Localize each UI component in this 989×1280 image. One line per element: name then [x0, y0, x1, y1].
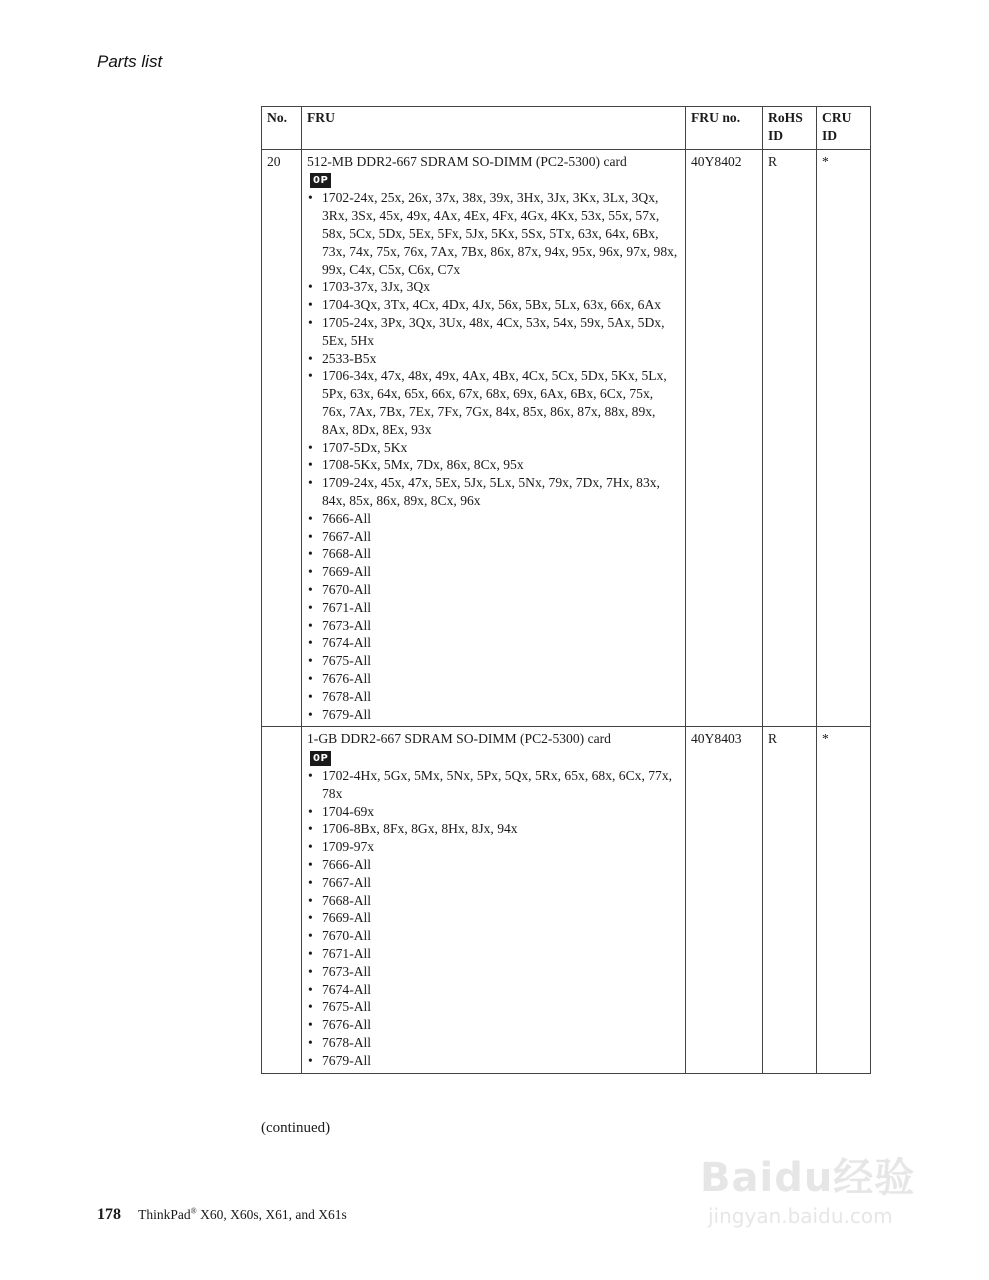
footer-models: X60, X60s, X61, and X61s	[200, 1207, 347, 1222]
cell-no	[262, 727, 302, 1073]
list-item: • 1708-5Kx, 5Mx, 7Dx, 86x, 8Cx, 95x	[307, 456, 680, 474]
baidu-watermark-logo	[700, 1130, 940, 1240]
cell-fru	[302, 727, 686, 1073]
list-item: • 7674-All	[307, 634, 680, 652]
header-fru-no: FRU no.	[686, 107, 763, 150]
list-item: • 7670-All	[307, 581, 680, 599]
list-item: • 7673-All	[307, 617, 680, 635]
list-item: • 1703-37x, 3Jx, 3Qx	[307, 278, 680, 296]
table-row	[262, 727, 871, 1073]
list-item: • 2533-B5x	[307, 350, 680, 368]
continued-note: (continued)	[261, 1120, 331, 1136]
footer-product: ThinkPad	[138, 1207, 191, 1222]
cell-fru-no: 40Y8403	[686, 727, 763, 1073]
cell-rohs: R	[763, 727, 817, 1073]
list-item: • 7668-All	[307, 545, 680, 563]
parts-table	[261, 106, 871, 1074]
fru-description: 1-GB DDR2-667 SDRAM SO-DIMM (PC2-5300) card	[307, 731, 611, 747]
list-item: • 7666-All	[307, 856, 680, 874]
list-item: • 1709-97x	[307, 838, 680, 856]
list-item: • 7676-All	[307, 670, 680, 688]
cell-fru	[302, 149, 686, 727]
list-item: • 7674-All	[307, 981, 680, 999]
list-item: • 7668-All	[307, 892, 680, 910]
list-item: • 7679-All	[307, 706, 680, 724]
cell-rohs: R	[763, 149, 817, 727]
list-item: • 7670-All	[307, 927, 680, 945]
watermark-text: Baidu经验	[700, 1155, 916, 1201]
list-item: • 7667-All	[307, 528, 680, 546]
header-cru-id: CRU ID	[817, 107, 871, 150]
list-item: • 1705-24x, 3Px, 3Qx, 3Ux, 48x, 4Cx, 53x, 54x, 59x, 5Ax, 5Dx, 5Ex, 5Hx	[307, 314, 680, 350]
cell-cru: *	[817, 727, 871, 1073]
watermark-url: jingyan.baidu.com	[708, 1204, 893, 1228]
list-item: • 1702-24x, 25x, 26x, 37x, 38x, 39x, 3Hx, 3Jx, 3Kx, 3Lx, 3Qx, 3Rx, 3Sx, 45x, 49x, 4Ax, 4Ex, 4Fx, 4Gx, 4Kx, 53x, 55x, 57x, 58x, 5Cx, 5Dx, 5Ex, 5Fx, 5Jx, 5Kx, 5Sx, 5Tx, 63x, 64x, 6Bx, 73x, 74x, 75x, 76x, 7Ax, 7Bx, 86x, 87x, 94x, 95x, 96x, 97x, 98x, 99x, C4x, C5x, C6x, C7x	[307, 189, 680, 278]
cell-fru-no: 40Y8402	[686, 149, 763, 727]
table-header-row	[262, 107, 871, 150]
list-item: • 1704-69x	[307, 803, 680, 821]
fru-description: 512-MB DDR2-667 SDRAM SO-DIMM (PC2-5300) card	[307, 153, 627, 169]
list-item: • 1706-34x, 47x, 48x, 49x, 4Ax, 4Bx, 4Cx, 5Cx, 5Dx, 5Kx, 5Lx, 5Px, 63x, 64x, 65x, 66x, 67x, 68x, 69x, 6Ax, 6Bx, 6Cx, 75x, 76x, 7Ax, 7Bx, 7Ex, 7Fx, 7Gx, 84x, 85x, 86x, 87x, 88x, 89x, 8Ax, 8Dx, 8Ex, 93x	[307, 367, 680, 438]
header-fru: FRU	[302, 107, 686, 150]
header-rohs-id: RoHS ID	[763, 107, 817, 150]
model-list	[307, 767, 680, 1070]
list-item: • 7675-All	[307, 652, 680, 670]
list-item: • 1702-4Hx, 5Gx, 5Mx, 5Nx, 5Px, 5Qx, 5Rx, 65x, 68x, 6Cx, 77x, 78x	[307, 767, 680, 803]
list-item: • 7678-All	[307, 1034, 680, 1052]
list-item: • 1707-5Dx, 5Kx	[307, 439, 680, 457]
op-icon: 0P	[310, 751, 331, 766]
model-list	[307, 189, 680, 723]
list-item: • 7667-All	[307, 874, 680, 892]
list-item: • 1709-24x, 45x, 47x, 5Ex, 5Jx, 5Lx, 5Nx, 79x, 7Dx, 7Hx, 83x, 84x, 85x, 86x, 89x, 8Cx, 96x	[307, 474, 680, 510]
list-item: • 7673-All	[307, 963, 680, 981]
list-item: • 7671-All	[307, 599, 680, 617]
list-item: • 7679-All	[307, 1052, 680, 1070]
list-item: • 7678-All	[307, 688, 680, 706]
list-item: • 1706-8Bx, 8Fx, 8Gx, 8Hx, 8Jx, 94x	[307, 820, 680, 838]
list-item: • 7676-All	[307, 1016, 680, 1034]
list-item: • 7675-All	[307, 998, 680, 1016]
cell-cru: *	[817, 149, 871, 727]
header-no: No.	[262, 107, 302, 150]
cell-no: 20	[262, 149, 302, 727]
list-item: • 7669-All	[307, 563, 680, 581]
list-item: • 7666-All	[307, 510, 680, 528]
list-item: • 7669-All	[307, 909, 680, 927]
page-number: 178	[97, 1206, 121, 1223]
list-item: • 7671-All	[307, 945, 680, 963]
table-body	[262, 149, 871, 1073]
list-item: • 1704-3Qx, 3Tx, 4Cx, 4Dx, 4Jx, 56x, 5Bx, 5Lx, 63x, 66x, 6Ax	[307, 296, 680, 314]
trademark-icon: ®	[190, 1206, 197, 1216]
op-icon: 0P	[310, 173, 331, 188]
page-footer	[97, 1206, 347, 1224]
page-header-title: Parts list	[97, 52, 163, 71]
table-row	[262, 149, 871, 727]
